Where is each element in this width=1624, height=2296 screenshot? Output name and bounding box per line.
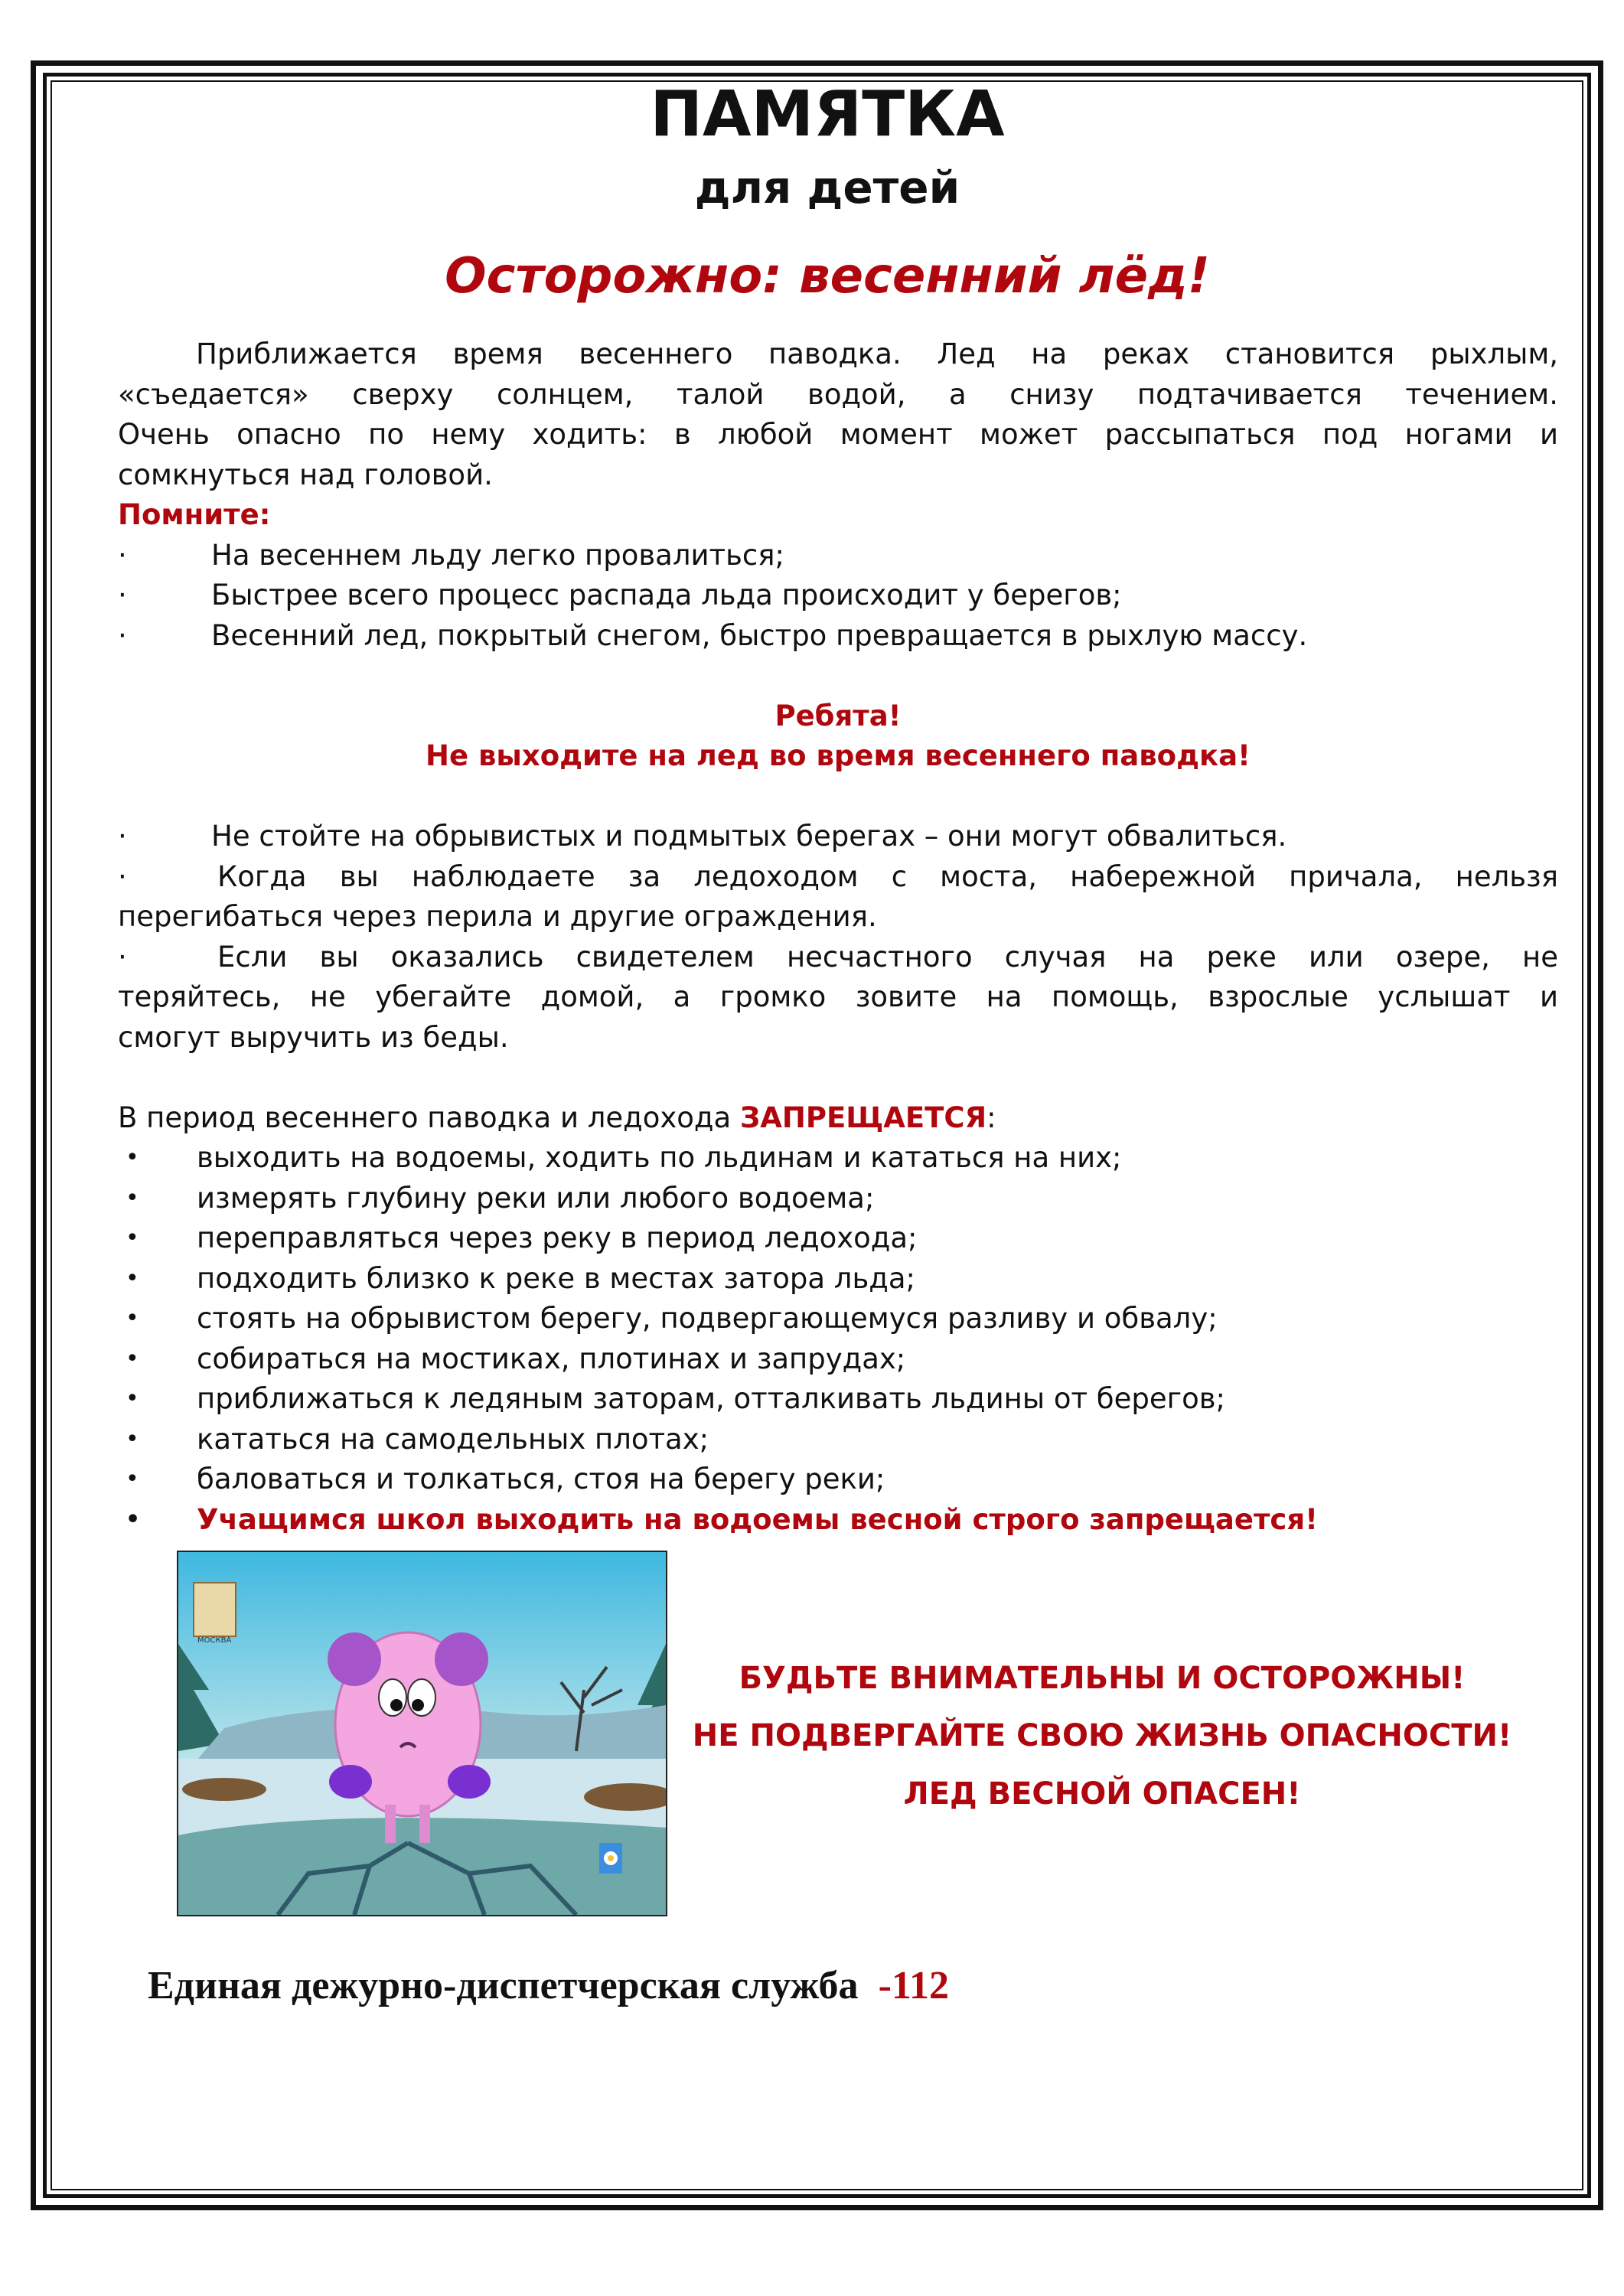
prohibited-item: • стоять на обрывистом берегу, подвергающемуся разливу и обвалу; bbox=[118, 1299, 1558, 1339]
prohibited-intro: В период весеннего паводка и ледохода ЗАПРЕЩАЕТСЯ: bbox=[118, 1101, 996, 1134]
cartoon-illustration bbox=[177, 1551, 667, 1916]
prohibited-item: • баловаться и толкаться, стоя на берегу реки; bbox=[118, 1459, 1558, 1500]
page-title: ПАМЯТКА bbox=[650, 78, 1005, 151]
remember-label: Помните: bbox=[118, 498, 271, 531]
spacer bbox=[118, 777, 1558, 817]
spacer bbox=[118, 1058, 1558, 1098]
emergency-number: -112 bbox=[878, 1964, 950, 2007]
prohibited-keyword: ЗАПРЕЩАЕТСЯ bbox=[739, 1101, 987, 1134]
advice-item-cont: перегибаться через перила и другие ограждения. bbox=[118, 900, 877, 933]
prohibited-item: • измерять глубину реки или любого водоема; bbox=[118, 1179, 1558, 1219]
advice-item: · Если вы оказались свидетелем несчастного случая на реке или озере, не bbox=[118, 938, 1558, 978]
bullet: • bbox=[126, 1144, 139, 1171]
bullet: • bbox=[126, 1305, 139, 1332]
prohibited-item: • выходить на водоемы, ходить по льдинам и кататься на них; bbox=[118, 1138, 1558, 1179]
prohibited-item: • приближаться к ледяным заторам, отталкивать льдины от берегов; bbox=[118, 1379, 1558, 1420]
service-name: Единая дежурно-диспетчерская служба bbox=[148, 1964, 859, 2007]
advice-item-cont: смогут выручить из беды. bbox=[118, 1020, 509, 1054]
slogan-ice-dangerous: ЛЕД ВЕСНОЙ ОПАСЕН! bbox=[903, 1776, 1301, 1812]
prohibited-list bbox=[118, 1138, 1558, 1500]
slogan-be-careful: БУДЬТЕ ВНИМАТЕЛЬНЫ И ОСТОРОЖНЫ! bbox=[739, 1661, 1466, 1696]
prohibited-item: • переправляться через реку в период ледохода; bbox=[118, 1218, 1558, 1259]
bullet: • bbox=[126, 1225, 139, 1251]
channel-logo-text: МОСКВА bbox=[197, 1636, 232, 1645]
prohibited-final-item: • Учащимся школ выходить на водоемы весной строго запрещается! bbox=[118, 1500, 1558, 1541]
bullet: • bbox=[126, 1345, 139, 1372]
spacer bbox=[118, 656, 1558, 696]
bullet-dot: · bbox=[118, 579, 127, 612]
page-subtitle: для детей bbox=[694, 161, 960, 214]
bullet: • bbox=[126, 1184, 139, 1212]
bullet-dot: · bbox=[118, 859, 127, 893]
prohibited-item: • подходить близко к реке в местах затора льда; bbox=[118, 1259, 1558, 1300]
prohibited-item: • собираться на мостиках, плотинах и запрудах; bbox=[118, 1339, 1558, 1380]
advice-item-cont: теряйтесь, не убегайте домой, а громко зовите на помощь, взрослые услышат и bbox=[118, 980, 1558, 1013]
remember-item: · Быстрее всего процесс распада льда происходит у берегов; bbox=[118, 576, 1558, 616]
bullet-dot: · bbox=[118, 940, 127, 974]
intro-line: «съедается» сверху солнцем, талой водой, а снизу подтачивается течением. bbox=[118, 377, 1558, 411]
bullet-dot: · bbox=[118, 820, 127, 853]
prohibited-item: • кататься на самодельных плотах; bbox=[118, 1420, 1558, 1460]
emergency-service-footer bbox=[148, 1961, 949, 2011]
warning-headline: Осторожно: весенний лёд! bbox=[445, 248, 1210, 305]
bullet-dot: · bbox=[118, 538, 127, 572]
intro-line: Очень опасно по нему ходить: в любой момент может рассыпаться под ногами и bbox=[118, 418, 1558, 451]
intro-line: сомкнуться над головой. bbox=[118, 458, 493, 491]
advice-item: · Не стойте на обрывистых и подмытых берегах – они могут обвалиться. bbox=[118, 817, 1558, 857]
bullet: • bbox=[126, 1505, 141, 1533]
bullet: • bbox=[126, 1425, 139, 1453]
remember-item: · Весенний лед, покрытый снегом, быстро превращается в рыхлую массу. bbox=[118, 616, 1558, 657]
intro-line: Приближается время весеннего паводка. Лед на реках становится рыхлым, bbox=[196, 338, 1558, 370]
advice-item: · Когда вы наблюдаете за ледоходом с моста, набережной причала, нельзя bbox=[118, 857, 1558, 898]
bullet: • bbox=[126, 1385, 139, 1412]
cartoon-sheep-on-ice-image bbox=[178, 1552, 666, 1915]
memo-body bbox=[118, 334, 1558, 1540]
slogan-no-danger: НЕ ПОДВЕРГАЙТЕ СВОЮ ЖИЗНЬ ОПАСНОСТИ! bbox=[692, 1718, 1512, 1753]
bullet: • bbox=[126, 1466, 139, 1492]
appeal-line-2: Не выходите на лед во время весеннего паводка! bbox=[426, 739, 1251, 772]
remember-item: · На весеннем льду легко провалиться; bbox=[118, 536, 1558, 576]
bullet-dot: · bbox=[118, 618, 127, 652]
appeal-line-1: Ребята! bbox=[774, 699, 902, 732]
bullet: • bbox=[126, 1264, 139, 1292]
